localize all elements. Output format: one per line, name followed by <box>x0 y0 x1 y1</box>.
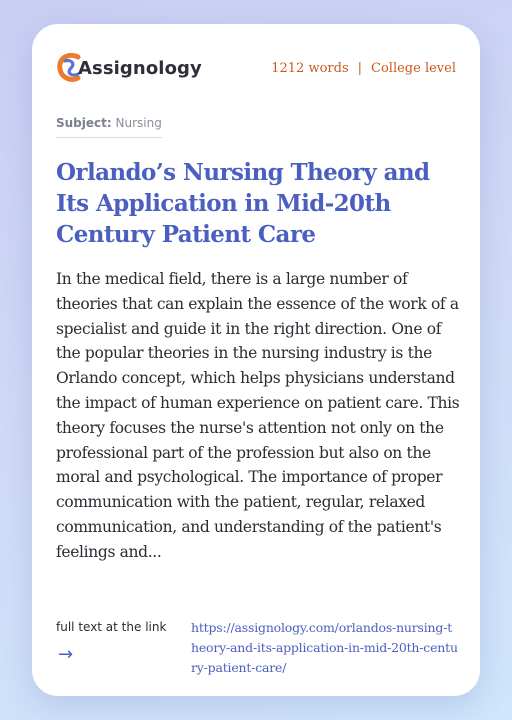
meta-separator: | <box>357 60 363 76</box>
word-count: 1212 words <box>271 60 349 76</box>
subject-tag <box>56 116 162 138</box>
full-text-link[interactable]: https://assignology.com/orlandos-nursing-theory-and-its-application-in-mid-20th-century-patient-care/ <box>191 620 458 675</box>
subject-label: Subject: <box>56 116 112 130</box>
brand-name: Assignology <box>78 57 202 79</box>
essay-excerpt: In the medical field, there is a large number of theories that can explain the essence of the work of a specialist and guide it in the right direction. One of the popular theories in the nursing industry is the Orlando concept, which helps physicians understand the impact of human experience on patient care. This theory focuses the nurse's attention not only on the professional part of the profession but also on the moral and psychological. The importance of proper communication with the patient, regular, relaxed communication, and understanding of the patient's feelings and... <box>56 270 460 561</box>
card-header <box>56 50 456 86</box>
full-text-label: full text at the link <box>56 620 167 634</box>
essay-title: Orlando’s Nursing Theory and Its Application in Mid-20th Century Patient Care <box>56 159 430 248</box>
essay-card <box>32 24 480 696</box>
essay-meta <box>271 61 456 76</box>
brand[interactable] <box>56 51 202 85</box>
arrow-right-icon[interactable]: → <box>58 644 74 665</box>
academic-level: College level <box>371 60 456 76</box>
subject-value: Nursing <box>115 116 162 130</box>
